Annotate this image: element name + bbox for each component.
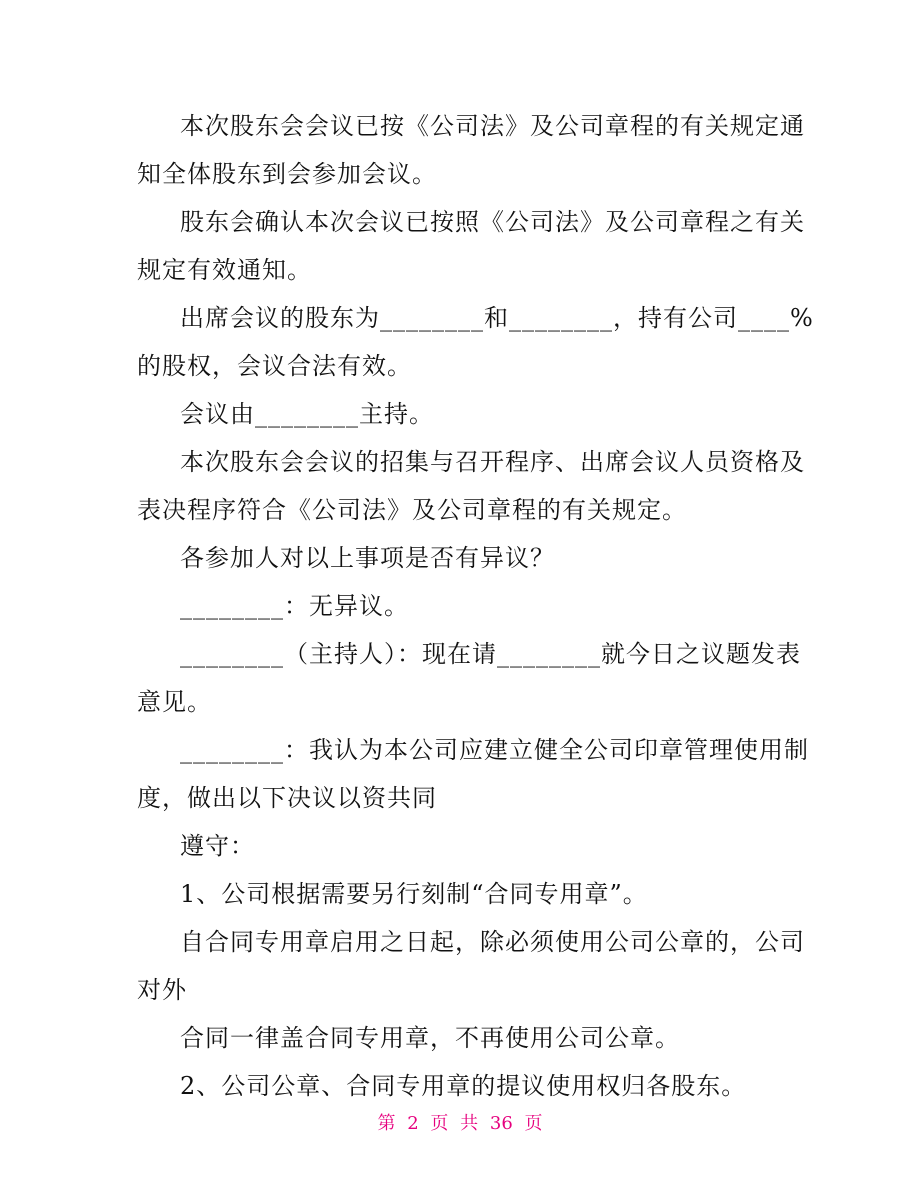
- paragraph-line: 本次股东会会议的招集与召开程序、出席会议人员资格及: [180, 448, 805, 476]
- paragraph-line: 股东会确认本次会议已按照《公司法》及公司章程之有关: [180, 208, 805, 236]
- paragraph-line: 表决程序符合《公司法》及公司章程的有关规定。: [137, 496, 687, 524]
- paragraph-line: 本次股东会会议已按《公司法》及公司章程的有关规定通: [180, 112, 805, 140]
- paragraph-line: 出席会议的股东为________和________，持有公司____%: [180, 304, 814, 332]
- paragraph-line: 2、公司公章、合同专用章的提议使用权归各股东。: [180, 1072, 747, 1100]
- paragraph-line: 规定有效通知。: [137, 256, 312, 284]
- paragraph-line: 会议由________主持。: [180, 400, 434, 428]
- paragraph-line: 知全体股东到会参加会议。: [137, 160, 437, 188]
- footer-total-label: 共: [460, 1113, 479, 1134]
- paragraph-line: 度，做出以下决议以资共同: [137, 784, 437, 812]
- paragraph-line: ________（主持人）：现在请________就今日之议题发表: [180, 640, 801, 668]
- paragraph-line: 1、公司根据需要另行刻制“合同专用章”。: [180, 880, 648, 908]
- footer-suffix: 页: [524, 1113, 543, 1134]
- paragraph-line: 对外: [137, 976, 187, 1004]
- paragraph-line: 的股权，会议合法有效。: [137, 352, 412, 380]
- footer-total-pages: 36: [489, 1113, 513, 1134]
- footer-current-page: 2: [407, 1113, 419, 1134]
- paragraph-line: 遵守：: [180, 832, 255, 860]
- footer-prefix: 第: [377, 1113, 396, 1134]
- paragraph-line: 各参加人对以上事项是否有异议？: [180, 544, 555, 572]
- paragraph-line: ________：无异议。: [180, 592, 409, 620]
- page-footer: [0, 1112, 920, 1136]
- footer-page-label: 页: [430, 1113, 449, 1134]
- paragraph-line: ________：我认为本公司应建立健全公司印章管理使用制: [180, 736, 809, 764]
- paragraph-line: 合同一律盖合同专用章，不再使用公司公章。: [180, 1024, 680, 1052]
- paragraph-line: 自合同专用章启用之日起，除必须使用公司公章的，公司: [180, 928, 805, 956]
- paragraph-line: 意见。: [137, 688, 212, 716]
